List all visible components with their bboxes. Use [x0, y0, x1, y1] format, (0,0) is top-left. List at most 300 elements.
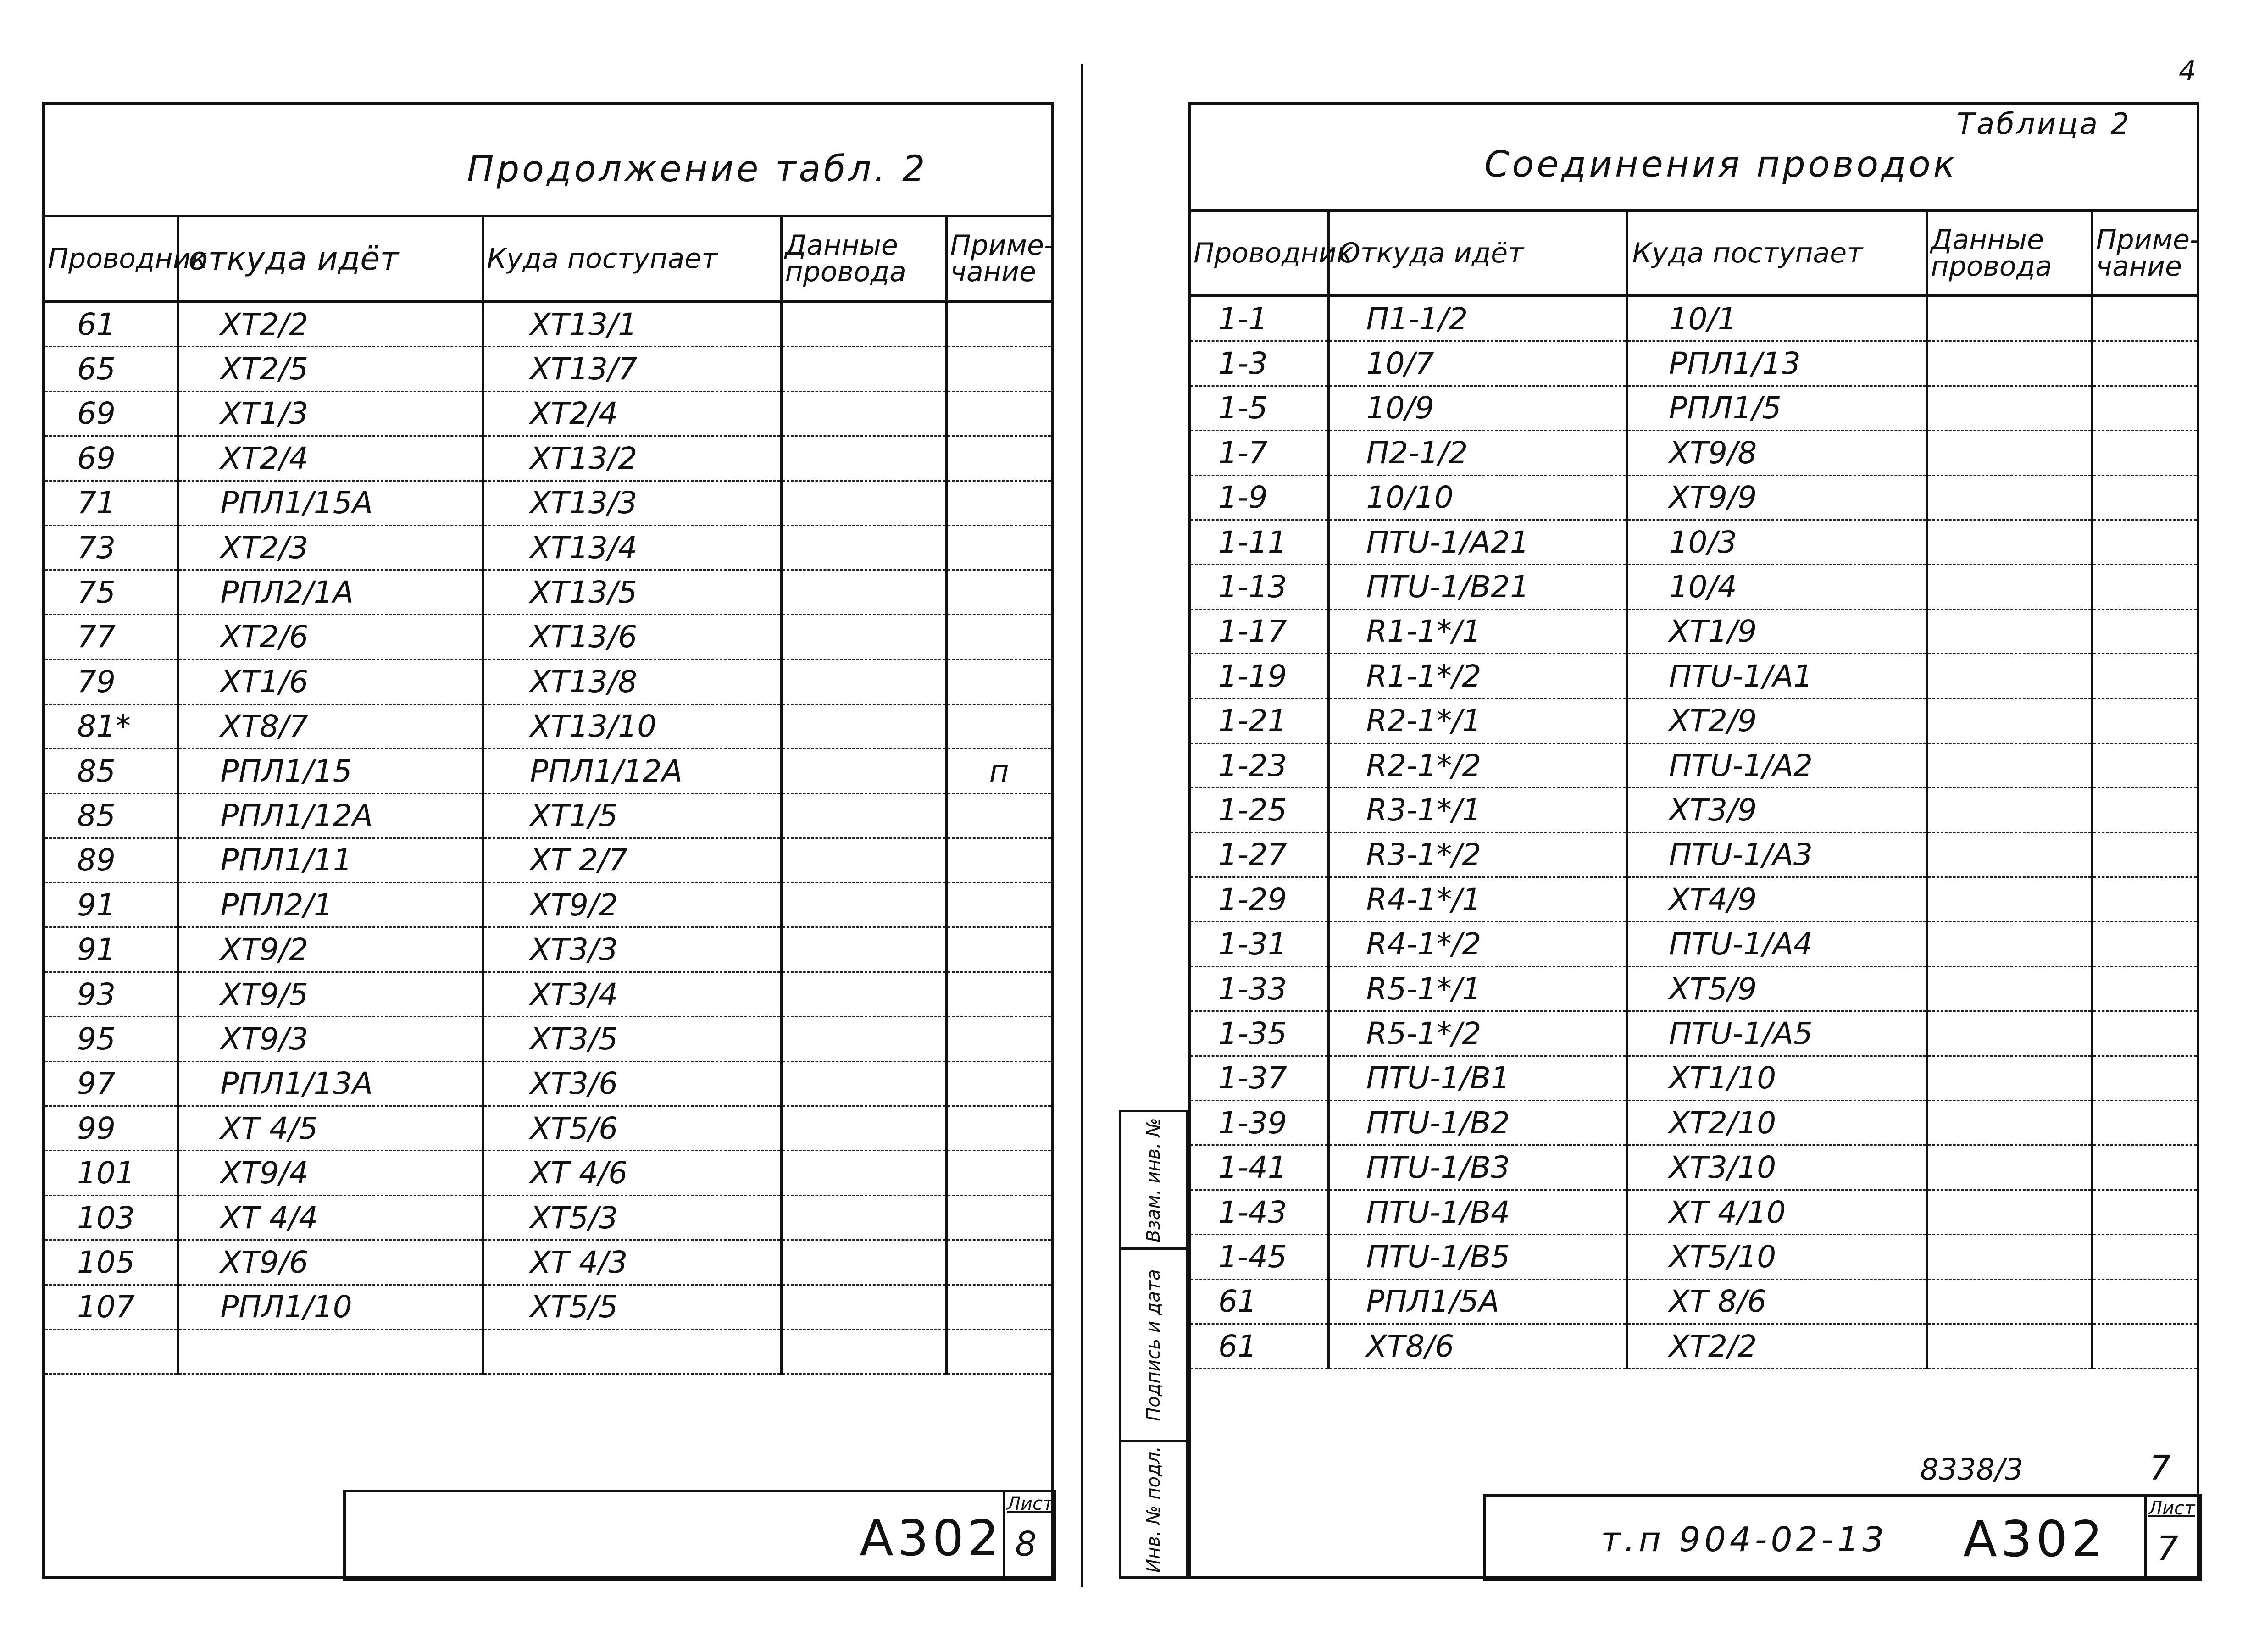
conductor-cell: 1-3 [1191, 341, 1328, 386]
conductor-cell: 1-11 [1191, 520, 1328, 564]
table-row [45, 1195, 1051, 1240]
table-row [45, 391, 1051, 436]
to-cell: ПТU-1/А1 [1626, 654, 1927, 698]
wire-data-cell [781, 436, 946, 481]
note-cell [946, 347, 1051, 391]
from-cell: П2-1/2 [1328, 431, 1626, 475]
left-title-block [343, 1490, 1056, 1581]
conductor-cell: 101 [45, 1151, 178, 1195]
wire-data-cell [1927, 431, 2092, 475]
to-cell: XT1/9 [1626, 609, 1927, 654]
note-cell [2092, 922, 2197, 966]
to-cell: XT5/5 [483, 1285, 781, 1329]
from-cell: ПТU-1/В4 [1328, 1190, 1626, 1234]
table-row [1191, 1101, 2197, 1145]
conductor-cell: 85 [45, 748, 178, 793]
wire-data-cell [781, 704, 946, 748]
table-row [45, 704, 1051, 748]
from-cell: РПЛ1/13А [178, 1061, 483, 1106]
from-cell: ПТU-1/В1 [1328, 1056, 1626, 1100]
wire-data-cell [1927, 922, 2092, 966]
conductor-cell: 1-45 [1191, 1235, 1328, 1279]
left-sheet-number: 8 [1015, 1524, 1037, 1564]
from-cell: R4-1*/1 [1328, 877, 1626, 922]
note-cell [946, 660, 1051, 704]
note-cell [2092, 1190, 2197, 1234]
right-sheet [1188, 102, 2199, 1579]
wire-data-cell [781, 391, 946, 436]
conductor-cell: 1-27 [1191, 832, 1328, 877]
wire-data-cell [781, 481, 946, 525]
from-cell: XT9/5 [178, 972, 483, 1016]
from-cell: XT9/6 [178, 1240, 483, 1285]
wire-data-cell [1927, 1056, 2092, 1100]
note-cell [2092, 520, 2197, 564]
conductor-cell: 69 [45, 436, 178, 481]
wire-data-cell [781, 570, 946, 615]
conductor-cell: 1-25 [1191, 788, 1328, 832]
conductor-cell: 1-5 [1191, 386, 1328, 430]
from-cell: XT1/3 [178, 391, 483, 436]
wire-data-cell [1927, 1324, 2092, 1368]
note-cell [2092, 1235, 2197, 1279]
from-cell: R2-1*/2 [1328, 743, 1626, 787]
to-cell: РПЛ1/5 [1626, 386, 1927, 430]
conductor-cell: 1-1 [1191, 296, 1328, 341]
note-cell: п [946, 748, 1051, 793]
note-cell [946, 615, 1051, 659]
to-cell: XT9/2 [483, 883, 781, 927]
to-cell: XT3/4 [483, 972, 781, 1016]
wire-data-cell [1927, 743, 2092, 787]
to-cell: XT2/10 [1626, 1101, 1927, 1145]
to-cell: XT5/6 [483, 1106, 781, 1151]
side-cell-replacement: Взам. инв. № [1121, 1112, 1186, 1250]
from-cell: XT9/4 [178, 1151, 483, 1195]
table-row [1191, 1011, 2197, 1056]
table-row [45, 1017, 1051, 1061]
from-cell: XT1/6 [178, 660, 483, 704]
conductor-cell: 65 [45, 347, 178, 391]
note-cell [2092, 1145, 2197, 1190]
wire-data-cell [781, 660, 946, 704]
to-cell: XT9/9 [1626, 475, 1927, 520]
from-cell: R3-1*/2 [1328, 832, 1626, 877]
table-row [1191, 1235, 2197, 1279]
table-row [1191, 832, 2197, 877]
table-row [1191, 1190, 2197, 1234]
note-cell [946, 481, 1051, 525]
right-sheet-box [2144, 1497, 2202, 1580]
to-cell: 10/1 [1626, 296, 1927, 341]
table-row [1191, 475, 2197, 520]
table-row [1191, 743, 2197, 787]
table-row [1191, 654, 2197, 698]
conductor-cell: 91 [45, 883, 178, 927]
note-cell [2092, 788, 2197, 832]
from-cell: РПЛ1/12А [178, 793, 483, 838]
table-row [1191, 431, 2197, 475]
to-cell: XT2/4 [483, 391, 781, 436]
conductor-cell: 1-17 [1191, 609, 1328, 654]
note-cell [946, 1285, 1051, 1329]
note-cell [946, 436, 1051, 481]
to-cell: XT4/9 [1626, 877, 1927, 922]
from-cell: ПТU-1/В2 [1328, 1101, 1626, 1145]
note-cell [2092, 1324, 2197, 1368]
from-cell: XT 4/5 [178, 1106, 483, 1151]
wire-data-cell [781, 838, 946, 882]
archive-number: 8338/3 [1920, 1453, 2024, 1487]
from-cell: РПЛ1/5А [1328, 1279, 1626, 1324]
conductor-cell: 1-19 [1191, 654, 1328, 698]
fold-line [1081, 64, 1083, 1587]
conductor-cell: 85 [45, 793, 178, 838]
table-label: Таблица 2 [1957, 107, 2131, 141]
conductor-cell: 77 [45, 615, 178, 659]
to-cell: XT5/9 [1626, 966, 1927, 1011]
right-sheet-label: Лист [2148, 1498, 2195, 1519]
to-cell: ПТU-1/А4 [1626, 922, 1927, 966]
note-cell [2092, 743, 2197, 787]
from-cell: XT8/6 [1328, 1324, 1626, 1368]
side-cell-signature: Подпись и дата [1121, 1250, 1186, 1442]
table-row [45, 1106, 1051, 1151]
wire-data-cell [781, 793, 946, 838]
table-row [1191, 788, 2197, 832]
note-cell [946, 525, 1051, 570]
from-cell: РПЛ1/10 [178, 1285, 483, 1329]
col-from: откуда идёт [178, 217, 483, 301]
wire-data-cell [781, 972, 946, 1016]
conductor-cell: 1-31 [1191, 922, 1328, 966]
note-cell [946, 927, 1051, 972]
conductor-cell: 75 [45, 570, 178, 615]
from-cell: XT2/3 [178, 525, 483, 570]
wire-data-cell [781, 1017, 946, 1061]
wire-data-cell [1927, 386, 2092, 430]
note-cell [2092, 609, 2197, 654]
wire-data-cell [1927, 341, 2092, 386]
table-row [1191, 1145, 2197, 1190]
col-note: Приме-чание [2092, 212, 2197, 296]
conductor-cell: 69 [45, 391, 178, 436]
right-title-block [1483, 1494, 2202, 1581]
conductor-cell: 103 [45, 1195, 178, 1240]
table-row [45, 927, 1051, 972]
to-cell: XT13/3 [483, 481, 781, 525]
from-cell: РПЛ2/1А [178, 570, 483, 615]
table-row [45, 615, 1051, 659]
to-cell: XT2/9 [1626, 698, 1927, 743]
from-cell: ПТU-1/В21 [1328, 565, 1626, 609]
wire-data-cell [1927, 609, 2092, 654]
conductor-cell: 81* [45, 704, 178, 748]
wire-data-cell [781, 883, 946, 927]
to-cell: ПТU-1/А3 [1626, 832, 1927, 877]
table-row [1191, 341, 2197, 386]
col-from: Откуда идёт [1328, 212, 1626, 296]
note-cell [2092, 475, 2197, 520]
conductor-cell: 95 [45, 1017, 178, 1061]
note-cell [2092, 966, 2197, 1011]
to-cell: XT13/6 [483, 615, 781, 659]
table-row [1191, 966, 2197, 1011]
wire-data-cell [1927, 475, 2092, 520]
left-stamp-code: А302 [860, 1510, 1003, 1567]
table-row [1191, 296, 2197, 341]
conductor-cell: 61 [1191, 1324, 1328, 1368]
from-cell: РПЛ1/15А [178, 481, 483, 525]
conductor-cell [45, 1329, 178, 1374]
from-cell: R1-1*/1 [1328, 609, 1626, 654]
from-cell: R5-1*/1 [1328, 966, 1626, 1011]
table-row [45, 1151, 1051, 1195]
archive-sheet: 7 [2149, 1448, 2171, 1488]
to-cell: XT13/2 [483, 436, 781, 481]
from-cell: XT 4/4 [178, 1195, 483, 1240]
to-cell: XT13/10 [483, 704, 781, 748]
conductor-cell: 1-29 [1191, 877, 1328, 922]
wire-data-cell [781, 1151, 946, 1195]
note-cell [946, 1240, 1051, 1285]
table-row [45, 793, 1051, 838]
to-cell: XT5/10 [1626, 1235, 1927, 1279]
note-cell [2092, 1056, 2197, 1100]
table-row [45, 436, 1051, 481]
table-row [45, 301, 1051, 347]
table-row [1191, 565, 2197, 609]
to-cell [483, 1329, 781, 1374]
from-cell: XT2/2 [178, 301, 483, 347]
right-sheet-number: 7 [2157, 1529, 2179, 1569]
to-cell: XT13/1 [483, 301, 781, 347]
conductor-cell: 105 [45, 1240, 178, 1285]
col-to: Куда поступает [483, 217, 781, 301]
from-cell: XT8/7 [178, 704, 483, 748]
table-row [1191, 1056, 2197, 1100]
wire-data-cell [1927, 520, 2092, 564]
conductor-cell: 1-43 [1191, 1190, 1328, 1234]
conductor-cell: 71 [45, 481, 178, 525]
col-conductor: Проводник [45, 217, 178, 301]
table-row [45, 570, 1051, 615]
table-row [45, 347, 1051, 391]
to-cell: XT3/9 [1626, 788, 1927, 832]
conductor-cell: 89 [45, 838, 178, 882]
note-cell [946, 883, 1051, 927]
side-stamp [1119, 1110, 1188, 1579]
to-cell: XT 4/10 [1626, 1190, 1927, 1234]
note-cell [946, 391, 1051, 436]
wire-data-cell [1927, 1190, 2092, 1234]
col-data: Данные провода [1927, 212, 2092, 296]
to-cell: XT13/4 [483, 525, 781, 570]
wire-data-cell [781, 1285, 946, 1329]
note-cell [946, 1061, 1051, 1106]
from-cell: 10/9 [1328, 386, 1626, 430]
note-cell [2092, 565, 2197, 609]
to-cell: XT13/8 [483, 660, 781, 704]
note-cell [2092, 877, 2197, 922]
to-cell: XT3/6 [483, 1061, 781, 1106]
wire-data-cell [781, 1061, 946, 1106]
table-row [45, 1329, 1051, 1374]
conductor-cell: 93 [45, 972, 178, 1016]
conductor-cell: 1-21 [1191, 698, 1328, 743]
from-cell: 10/7 [1328, 341, 1626, 386]
conductor-cell: 91 [45, 927, 178, 972]
conductor-cell: 1-37 [1191, 1056, 1328, 1100]
note-cell [2092, 1279, 2197, 1324]
table-row [45, 1240, 1051, 1285]
conductor-cell: 61 [45, 301, 178, 347]
from-cell [178, 1329, 483, 1374]
from-cell: XT9/3 [178, 1017, 483, 1061]
wire-data-cell [781, 347, 946, 391]
wire-data-cell [1927, 1279, 2092, 1324]
from-cell: ПТU-1/В3 [1328, 1145, 1626, 1190]
wire-data-cell [781, 1195, 946, 1240]
from-cell: XT2/6 [178, 615, 483, 659]
table-row [45, 1285, 1051, 1329]
conductor-cell: 107 [45, 1285, 178, 1329]
wire-data-cell [1927, 1145, 2092, 1190]
right-title: Соединения проводок [1484, 144, 1958, 185]
from-cell: R3-1*/1 [1328, 788, 1626, 832]
from-cell: R1-1*/2 [1328, 654, 1626, 698]
conductor-cell: 1-13 [1191, 565, 1328, 609]
to-cell: XT3/10 [1626, 1145, 1927, 1190]
left-sheet [42, 102, 1054, 1579]
wire-data-cell [1927, 654, 2092, 698]
note-cell [946, 1195, 1051, 1240]
to-cell: XT9/8 [1626, 431, 1927, 475]
table-row [45, 525, 1051, 570]
from-cell: П1-1/2 [1328, 296, 1626, 341]
left-sheet-box [1003, 1492, 1055, 1580]
to-cell: XT 4/3 [483, 1240, 781, 1285]
to-cell: РПЛ1/12А [483, 748, 781, 793]
wire-data-cell [781, 748, 946, 793]
wire-data-cell [781, 301, 946, 347]
to-cell: XT5/3 [483, 1195, 781, 1240]
right-connection-table [1191, 212, 2200, 1369]
to-cell: ПТU-1/А5 [1626, 1011, 1927, 1056]
document-number: т.п 904-02-13 [1601, 1520, 1888, 1559]
conductor-cell: 73 [45, 525, 178, 570]
to-cell: 10/4 [1626, 565, 1927, 609]
to-cell: XT13/7 [483, 347, 781, 391]
table-row [1191, 877, 2197, 922]
from-cell: РПЛ1/15 [178, 748, 483, 793]
to-cell: XT2/2 [1626, 1324, 1927, 1368]
note-cell [2092, 832, 2197, 877]
to-cell: XT 4/6 [483, 1151, 781, 1195]
conductor-cell: 1-23 [1191, 743, 1328, 787]
wire-data-cell [1927, 698, 2092, 743]
note-cell [946, 1017, 1051, 1061]
conductor-cell: 61 [1191, 1279, 1328, 1324]
from-cell: XT2/5 [178, 347, 483, 391]
note-cell [946, 1151, 1051, 1195]
wire-data-cell [1927, 296, 2092, 341]
wire-data-cell [781, 1106, 946, 1151]
to-cell: XT3/5 [483, 1017, 781, 1061]
wire-data-cell [1927, 565, 2092, 609]
wire-data-cell [1927, 788, 2092, 832]
from-cell: R2-1*/1 [1328, 698, 1626, 743]
conductor-cell: 1-41 [1191, 1145, 1328, 1190]
note-cell [946, 838, 1051, 882]
note-cell [946, 793, 1051, 838]
table-row [45, 838, 1051, 882]
table-row [1191, 386, 2197, 430]
conductor-cell: 1-35 [1191, 1011, 1328, 1056]
wire-data-cell [781, 615, 946, 659]
to-cell: 10/3 [1626, 520, 1927, 564]
wire-data-cell [781, 927, 946, 972]
to-cell: XT 8/6 [1626, 1279, 1927, 1324]
wire-data-cell [781, 1329, 946, 1374]
right-stamp-code: А302 [1963, 1511, 2107, 1568]
table-row [45, 883, 1051, 927]
note-cell [2092, 431, 2197, 475]
table-row [45, 1061, 1051, 1106]
table-row [1191, 922, 2197, 966]
wire-data-cell [1927, 1235, 2092, 1279]
left-sheet-label: Лист [1007, 1493, 1054, 1514]
wire-data-cell [1927, 1011, 2092, 1056]
note-cell [2092, 296, 2197, 341]
from-cell: 10/10 [1328, 475, 1626, 520]
note-cell [2092, 654, 2197, 698]
table-row [1191, 609, 2197, 654]
conductor-cell: 1-9 [1191, 475, 1328, 520]
table-row [1191, 1279, 2197, 1324]
conductor-cell: 99 [45, 1106, 178, 1151]
note-cell [946, 570, 1051, 615]
table-row [1191, 520, 2197, 564]
note-cell [946, 1329, 1051, 1374]
conductor-cell: 1-39 [1191, 1101, 1328, 1145]
to-cell: XT 2/7 [483, 838, 781, 882]
table-row [45, 748, 1051, 793]
from-cell: ПТU-1/А21 [1328, 520, 1626, 564]
from-cell: XT9/2 [178, 927, 483, 972]
table-row [45, 660, 1051, 704]
note-cell [2092, 386, 2197, 430]
from-cell: ПТU-1/В5 [1328, 1235, 1626, 1279]
conductor-cell: 1-7 [1191, 431, 1328, 475]
col-conductor: Проводник [1191, 212, 1328, 296]
note-cell [2092, 1101, 2197, 1145]
table-row [45, 481, 1051, 525]
to-cell: XT13/5 [483, 570, 781, 615]
wire-data-cell [781, 1240, 946, 1285]
wire-data-cell [1927, 832, 2092, 877]
note-cell [2092, 698, 2197, 743]
from-cell: R4-1*/2 [1328, 922, 1626, 966]
wire-data-cell [1927, 1101, 2092, 1145]
col-data: Данные провода [781, 217, 946, 301]
conductor-cell: 97 [45, 1061, 178, 1106]
col-note: Приме-чание [946, 217, 1051, 301]
from-cell: РПЛ2/1 [178, 883, 483, 927]
note-cell [946, 301, 1051, 347]
from-cell: XT2/4 [178, 436, 483, 481]
table-row [1191, 1324, 2197, 1368]
